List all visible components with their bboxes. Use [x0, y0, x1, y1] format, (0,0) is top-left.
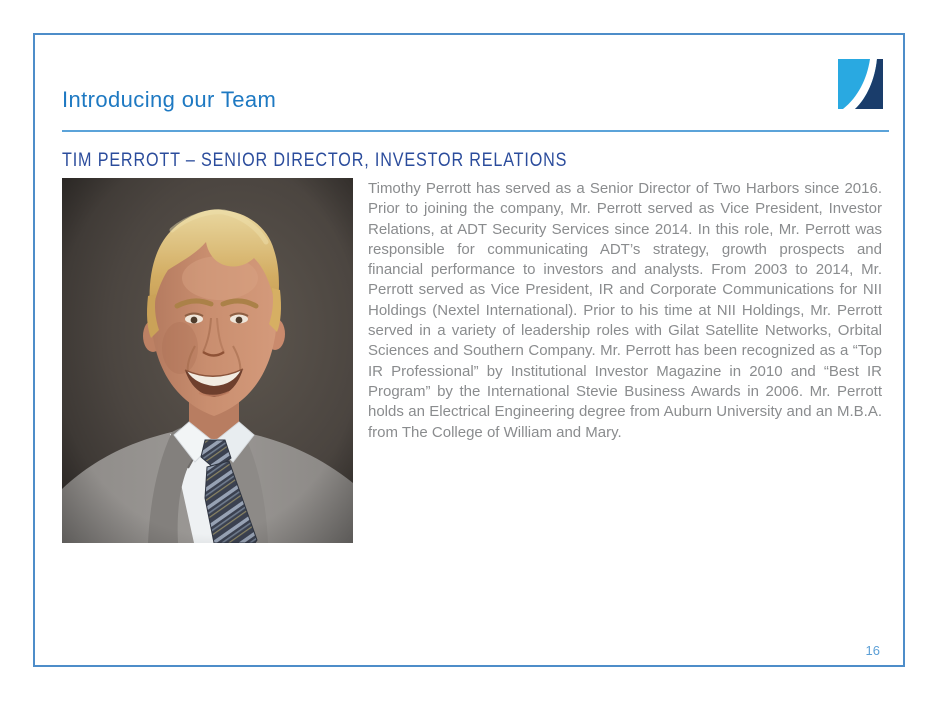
- page-number: 16: [865, 643, 880, 658]
- portrait-photo: [62, 178, 353, 543]
- slide-heading: TIM PERROTT – SENIOR DIRECTOR, INVESTOR RELATIONS: [62, 150, 568, 171]
- bio-paragraph: Timothy Perrott has served as a Senior Director of Two Harbors since 2016. Prior to joining the company, Mr. Perrott served as Vice President, Investor Relations, at ADT Security Services since 2014. In this role, Mr. Perrott was responsible for communicating ADT’s strategy, growth prospects and financial performance to investors and analysts. From 2003 to 2014, Mr. Perrott served as Vice President, IR and Corporate Communications for NII Holdings (Nextel International). Prior to his time at NII Holdings, Mr. Perrott served in a variety of leadership roles with Gilat Satellite Networks, Orbital Sciences and Southern Company. Mr. Perrott has been recognized as a “Top IR Professional” by Institutional Investor Magazine in 2010 and “Best IR Program” by the International Stevie Business Awards in 2006. Mr. Perrott holds an Electrical Engineering degree from Auburn University and an M.B.A. from The College of William and Mary.: [368, 180, 882, 441]
- logo-graphic: [838, 59, 883, 109]
- two-harbors-logo-icon: [838, 59, 883, 109]
- photo-vignette: [62, 178, 353, 543]
- slide-title: Introducing our Team: [62, 87, 277, 112]
- portrait-illustration: [62, 178, 353, 543]
- title-underline: [62, 130, 889, 132]
